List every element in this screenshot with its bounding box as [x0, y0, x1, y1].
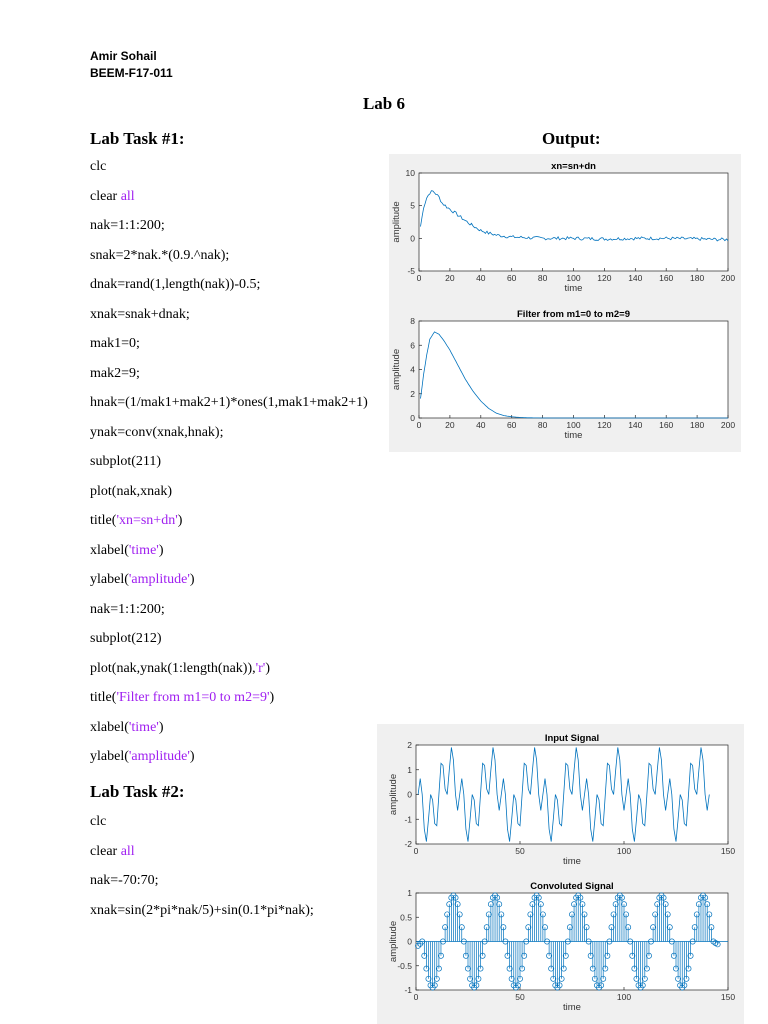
- figure-task2: [377, 724, 744, 1024]
- x-tick-label: 50: [515, 992, 525, 1002]
- task1-code-line: mak2=9;: [90, 365, 140, 381]
- y-tick-label: -2: [404, 839, 412, 849]
- y-tick-label: 1: [407, 888, 412, 898]
- x-axis-label: time: [564, 430, 583, 441]
- task1-code-line: clc: [90, 159, 107, 174]
- x-tick-label: 40: [476, 420, 486, 430]
- x-tick-label: 40: [476, 273, 486, 283]
- string-literal: 'r': [255, 660, 266, 676]
- y-axis-label: amplitude: [391, 201, 402, 243]
- keyword: all: [120, 843, 135, 859]
- x-axis-label: time: [563, 1002, 581, 1013]
- task2-code-line: nak=-70:70;: [90, 873, 159, 888]
- author-name: Amir Sohail: [90, 49, 157, 63]
- y-tick-label: 10: [405, 168, 415, 178]
- x-tick-label: 140: [628, 273, 643, 283]
- x-tick-label: 100: [566, 420, 581, 430]
- x-tick-label: 100: [566, 273, 581, 283]
- x-tick-label: 150: [720, 846, 736, 856]
- x-tick-label: 0: [413, 846, 419, 856]
- y-tick-label: 2: [407, 740, 412, 750]
- task1-code-line: plot(nak,xnak): [90, 483, 173, 499]
- plot-area: [419, 321, 728, 418]
- y-tick-label: 0: [410, 413, 415, 423]
- task1-code-line: xlabel('time'): [90, 719, 164, 735]
- task1-code-line: snak=2*nak.*(0.9.^nak);: [90, 247, 230, 263]
- y-axis-label: amplitude: [388, 920, 399, 963]
- task1-code-line: subplot(212): [90, 631, 162, 646]
- x-tick-label: 0: [416, 273, 422, 283]
- y-tick-label: 4: [410, 364, 415, 375]
- x-tick-label: 160: [659, 420, 674, 430]
- x-tick-label: 180: [690, 273, 705, 283]
- task1-code-line: xlabel('time'): [90, 542, 164, 558]
- x-tick-label: 80: [537, 420, 548, 430]
- task1-code-line: title('Filter from m1=0 to m2=9'): [90, 690, 275, 705]
- y-tick-label: 6: [410, 340, 415, 351]
- x-tick-label: 0: [416, 420, 422, 430]
- x-tick-label: 20: [445, 273, 455, 283]
- task2-code-line: clear all: [90, 843, 135, 859]
- y-tick-label: 0: [407, 789, 412, 800]
- task1-code-line: ylabel('amplitude'): [90, 749, 195, 764]
- x-tick-label: 120: [597, 420, 612, 430]
- string-literal: 'Filter from m1=0 to m2=9': [116, 690, 270, 705]
- chart-title: xn=sn+dn: [551, 161, 596, 172]
- x-tick-label: 50: [515, 846, 525, 856]
- x-tick-label: 100: [616, 992, 632, 1002]
- x-tick-label: 80: [537, 273, 548, 283]
- y-tick-label: -5: [407, 266, 415, 276]
- string-literal: 'time': [128, 719, 159, 735]
- keyword: all: [120, 188, 135, 204]
- x-tick-label: 120: [597, 273, 612, 283]
- task1-code-line: plot(nak,ynak(1:length(nak)),'r'): [90, 660, 271, 676]
- x-tick-label: 0: [413, 992, 419, 1002]
- chart-title: Input Signal: [544, 733, 600, 744]
- figure-task1: [389, 154, 741, 452]
- task2-code-line: clc: [90, 814, 107, 829]
- y-axis-label: amplitude: [391, 348, 402, 391]
- y-tick-label: 2: [410, 388, 415, 399]
- y-tick-label: 0: [407, 936, 412, 947]
- task1-code-line: hnak=(1/mak1+mak2+1)*ones(1,mak1+mak2+1): [90, 395, 368, 410]
- y-tick-label: 8: [410, 316, 415, 326]
- y-tick-label: 0.5: [400, 912, 412, 923]
- task1-code-line: nak=1:1:200;: [90, 218, 165, 233]
- string-literal: 'xn=sn+dn': [116, 513, 178, 528]
- x-tick-label: 160: [659, 273, 674, 283]
- chart-filter: [391, 309, 735, 441]
- task1-heading: Lab Task #1:: [90, 129, 185, 148]
- output-heading: Output:: [542, 129, 601, 148]
- task1-code-line: title('xn=sn+dn'): [90, 513, 183, 528]
- x-axis-label: time: [563, 856, 581, 867]
- x-tick-label: 20: [445, 420, 455, 430]
- task1-code-line: subplot(211): [90, 454, 162, 469]
- task1-code-line: nak=1:1:200;: [90, 601, 165, 617]
- chart-xn-sn-dn: [391, 161, 735, 294]
- y-tick-label: 1: [407, 764, 412, 775]
- y-tick-label: -0.5: [397, 960, 412, 971]
- x-tick-label: 60: [506, 273, 517, 283]
- x-tick-label: 200: [720, 273, 736, 283]
- task1-code-line: ynak=conv(xnak,hnak);: [90, 424, 224, 440]
- y-axis-label: amplitude: [388, 773, 399, 816]
- string-literal: 'amplitude': [128, 749, 190, 764]
- task1-code-line: mak1=0;: [90, 336, 140, 351]
- y-tick-label: -1: [404, 985, 412, 995]
- task2-code-line: xnak=sin(2*pi*nak/5)+sin(0.1*pi*nak);: [90, 902, 314, 918]
- plot-area: [419, 173, 728, 271]
- string-literal: 'time': [128, 542, 159, 558]
- chart-convoluted-signal: [388, 881, 735, 1013]
- y-tick-label: -1: [404, 814, 412, 825]
- string-literal: 'amplitude': [128, 572, 190, 587]
- x-tick-label: 150: [720, 992, 736, 1002]
- x-tick-label: 100: [616, 846, 632, 856]
- y-tick-label: 0: [410, 233, 415, 244]
- registration-number: BEEM-F17-011: [90, 66, 173, 80]
- x-tick-label: 180: [690, 420, 705, 430]
- y-tick-label: 5: [410, 200, 415, 211]
- author-block: [90, 48, 173, 82]
- task1-code-line: xnak=snak+dnak;: [90, 306, 190, 322]
- lab-title: Lab 6: [362, 94, 406, 113]
- chart-title: Filter from m1=0 to m2=9: [517, 309, 630, 320]
- task1-code-line: ylabel('amplitude'): [90, 572, 195, 587]
- x-tick-label: 200: [720, 420, 736, 430]
- task1-code-line: clear all: [90, 188, 135, 204]
- chart-input-signal: [388, 733, 735, 867]
- x-tick-label: 60: [506, 420, 517, 430]
- task1-code-line: dnak=rand(1,length(nak))-0.5;: [90, 277, 261, 292]
- x-axis-label: time: [564, 283, 583, 294]
- x-tick-label: 140: [628, 420, 643, 430]
- chart-title: Convoluted Signal: [530, 881, 614, 892]
- task2-heading: Lab Task #2:: [90, 782, 185, 801]
